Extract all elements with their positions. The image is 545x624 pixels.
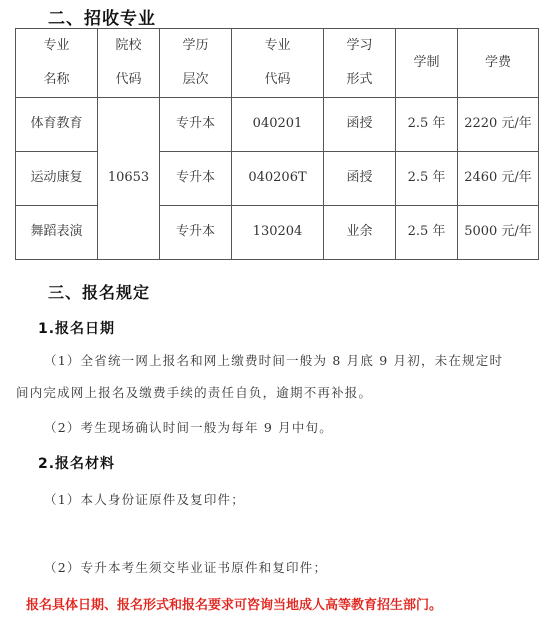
section-heading-majors: 二、招收专业 xyxy=(48,9,156,29)
header-major-name: 专业 名称 xyxy=(16,29,98,98)
header-education-level: 学历 层次 xyxy=(160,29,232,98)
cell-major-name: 舞蹈表演 xyxy=(16,206,98,260)
cell-level: 专升本 xyxy=(160,206,232,260)
cell-major-code: 040206T xyxy=(232,152,324,206)
cell-tuition: 2220 元/年 xyxy=(458,98,539,152)
table-row xyxy=(16,98,539,152)
header-duration: 学制 xyxy=(396,29,458,98)
header-tuition: 学费 xyxy=(458,29,539,98)
cell-level: 专升本 xyxy=(160,98,232,152)
cell-study-form: 函授 xyxy=(324,152,396,206)
paragraph-registration-time-line2: 间内完成网上报名及缴费手续的责任自负，逾期不再补报。 xyxy=(16,385,373,400)
table-header-row xyxy=(16,29,539,98)
table-row xyxy=(16,206,539,260)
subheading-registration-materials: 2.报名材料 xyxy=(38,456,116,472)
cell-duration: 2.5 年 xyxy=(396,206,458,260)
cell-level: 专升本 xyxy=(160,152,232,206)
material-item-diploma: （2）专升本考生须交毕业证书原件和复印件； xyxy=(44,560,328,575)
cell-duration: 2.5 年 xyxy=(396,152,458,206)
cell-study-form: 业余 xyxy=(324,206,396,260)
subheading-registration-date: 1.报名日期 xyxy=(38,321,116,337)
cell-duration: 2.5 年 xyxy=(396,98,458,152)
registration-notice: 报名具体日期、报名形式和报名要求可咨询当地成人高等教育招生部门。 xyxy=(26,598,443,613)
header-school-code: 院校 代码 xyxy=(98,29,160,98)
table-row xyxy=(16,152,539,206)
material-item-id-card: （1）本人身份证原件及复印件； xyxy=(44,492,245,507)
paragraph-registration-time-line1: （1）全省统一网上报名和网上缴费时间一般为 8 月底 9 月初，未在规定时 xyxy=(44,353,504,368)
header-study-form: 学习 形式 xyxy=(324,29,396,98)
cell-school-code: 10653 xyxy=(98,98,160,260)
cell-major-code: 130204 xyxy=(232,206,324,260)
section-heading-registration: 三、报名规定 xyxy=(48,283,151,302)
cell-major-name: 运动康复 xyxy=(16,152,98,206)
paragraph-confirmation-time: （2）考生现场确认时间一般为每年 9 月中旬。 xyxy=(44,420,333,435)
cell-major-code: 040201 xyxy=(232,98,324,152)
cell-study-form: 函授 xyxy=(324,98,396,152)
header-major-code: 专业 代码 xyxy=(232,29,324,98)
majors-table xyxy=(15,28,539,260)
cell-major-name: 体育教育 xyxy=(16,98,98,152)
cell-tuition: 2460 元/年 xyxy=(458,152,539,206)
cell-tuition: 5000 元/年 xyxy=(458,206,539,260)
